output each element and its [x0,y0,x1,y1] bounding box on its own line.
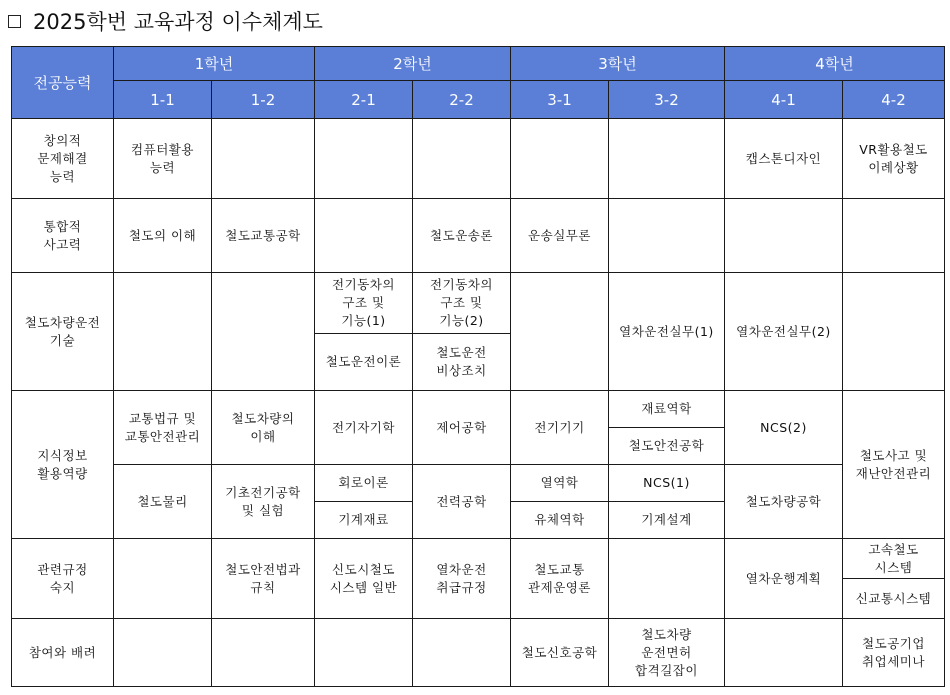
competency-label: 창의적 문제해결 능력 [12,119,114,199]
course-cell: NCS(2) [725,391,843,465]
header-semester-3-1: 3-1 [511,81,609,119]
competency-label: 철도차량운전 기술 [12,273,114,391]
empty-cell [315,199,413,273]
course-cell: 열차운전 취급규정 [413,539,511,619]
course-cell: 전기동차의 구조 및 기능(1) [315,273,413,334]
page-title-row [8,6,323,36]
course-cell: 철도안전법과 규칙 [212,539,315,619]
course-cell: 철도운전이론 [315,334,413,391]
course-cell: 철도운송론 [413,199,511,273]
header-semester-2-2: 2-2 [413,81,511,119]
header-year-3: 3학년 [511,47,725,81]
header-semester-4-1: 4-1 [725,81,843,119]
empty-cell [609,539,725,619]
course-cell: 철도차량 운전면허 합격길잡이 [609,619,725,687]
course-cell: 철도공기업 취업세미나 [843,619,945,687]
header-semester-2-1: 2-1 [315,81,413,119]
empty-cell [413,619,511,687]
empty-cell [843,273,945,391]
course-cell: 철도의 이해 [114,199,212,273]
course-cell: 철도교통 관제운영론 [511,539,609,619]
competency-label: 통합적 사고력 [12,199,114,273]
header-competency: 전공능력 [12,47,114,119]
course-cell: 기초전기공학 및 실험 [212,465,315,539]
empty-cell [725,199,843,273]
course-cell: 열차운행계획 [725,539,843,619]
header-semester-1-2: 1-2 [212,81,315,119]
course-cell: 신교통시스템 [843,579,945,619]
course-cell: 유체역학 [511,502,609,539]
course-cell: 기계재료 [315,502,413,539]
empty-cell [315,119,413,199]
course-cell: 철도운전 비상조치 [413,334,511,391]
empty-cell [212,619,315,687]
course-cell: 철도안전공학 [609,428,725,465]
course-cell: 열역학 [511,465,609,502]
header-semester-3-2: 3-2 [609,81,725,119]
competency-label: 참여와 배려 [12,619,114,687]
course-cell: 회로이론 [315,465,413,502]
course-cell: 고속철도 시스템 [843,539,945,579]
course-cell: 열차운전실무(2) [725,273,843,391]
empty-cell [315,619,413,687]
header-year-2: 2학년 [315,47,511,81]
course-cell: 재료역학 [609,391,725,428]
empty-cell [511,273,609,391]
course-cell: 철도차량공학 [725,465,843,539]
course-cell: 철도신호공학 [511,619,609,687]
empty-cell [413,119,511,199]
course-cell: 교통법규 및 교통안전관리 [114,391,212,465]
course-cell: 철도차량의 이해 [212,391,315,465]
course-cell: 전력공학 [413,465,511,539]
course-cell: 철도물리 [114,465,212,539]
competency-label: 관련규정 숙지 [12,539,114,619]
course-cell: 운송실무론 [511,199,609,273]
header-year-4: 4학년 [725,47,945,81]
header-semester-4-2: 4-2 [843,81,945,119]
empty-cell [114,619,212,687]
course-cell: 기계설계 [609,502,725,539]
checkbox-icon[interactable] [8,15,21,28]
course-cell: NCS(1) [609,465,725,502]
course-cell: 캡스톤디자인 [725,119,843,199]
empty-cell [114,539,212,619]
course-cell: 열차운전실무(1) [609,273,725,391]
course-cell: 전기자기학 [315,391,413,465]
empty-cell [609,199,725,273]
course-cell: VR활용철도 이례상황 [843,119,945,199]
course-cell: 신도시철도 시스템 일반 [315,539,413,619]
header-semester-1-1: 1-1 [114,81,212,119]
course-cell: 철도교통공학 [212,199,315,273]
competency-label: 지식정보 활용역량 [12,391,114,539]
empty-cell [212,273,315,391]
empty-cell [609,119,725,199]
course-cell: 철도사고 및 재난안전관리 [843,391,945,539]
empty-cell [843,199,945,273]
empty-cell [212,119,315,199]
empty-cell [114,273,212,391]
course-cell: 전기기기 [511,391,609,465]
course-cell: 컴퓨터활용 능력 [114,119,212,199]
header-year-1: 1학년 [114,47,315,81]
page-title: 2025학번 교육과정 이수체계도 [33,10,323,34]
curriculum-table [11,46,945,687]
course-cell: 제어공학 [413,391,511,465]
empty-cell [511,119,609,199]
empty-cell [725,619,843,687]
course-cell: 전기동차의 구조 및 기능(2) [413,273,511,334]
